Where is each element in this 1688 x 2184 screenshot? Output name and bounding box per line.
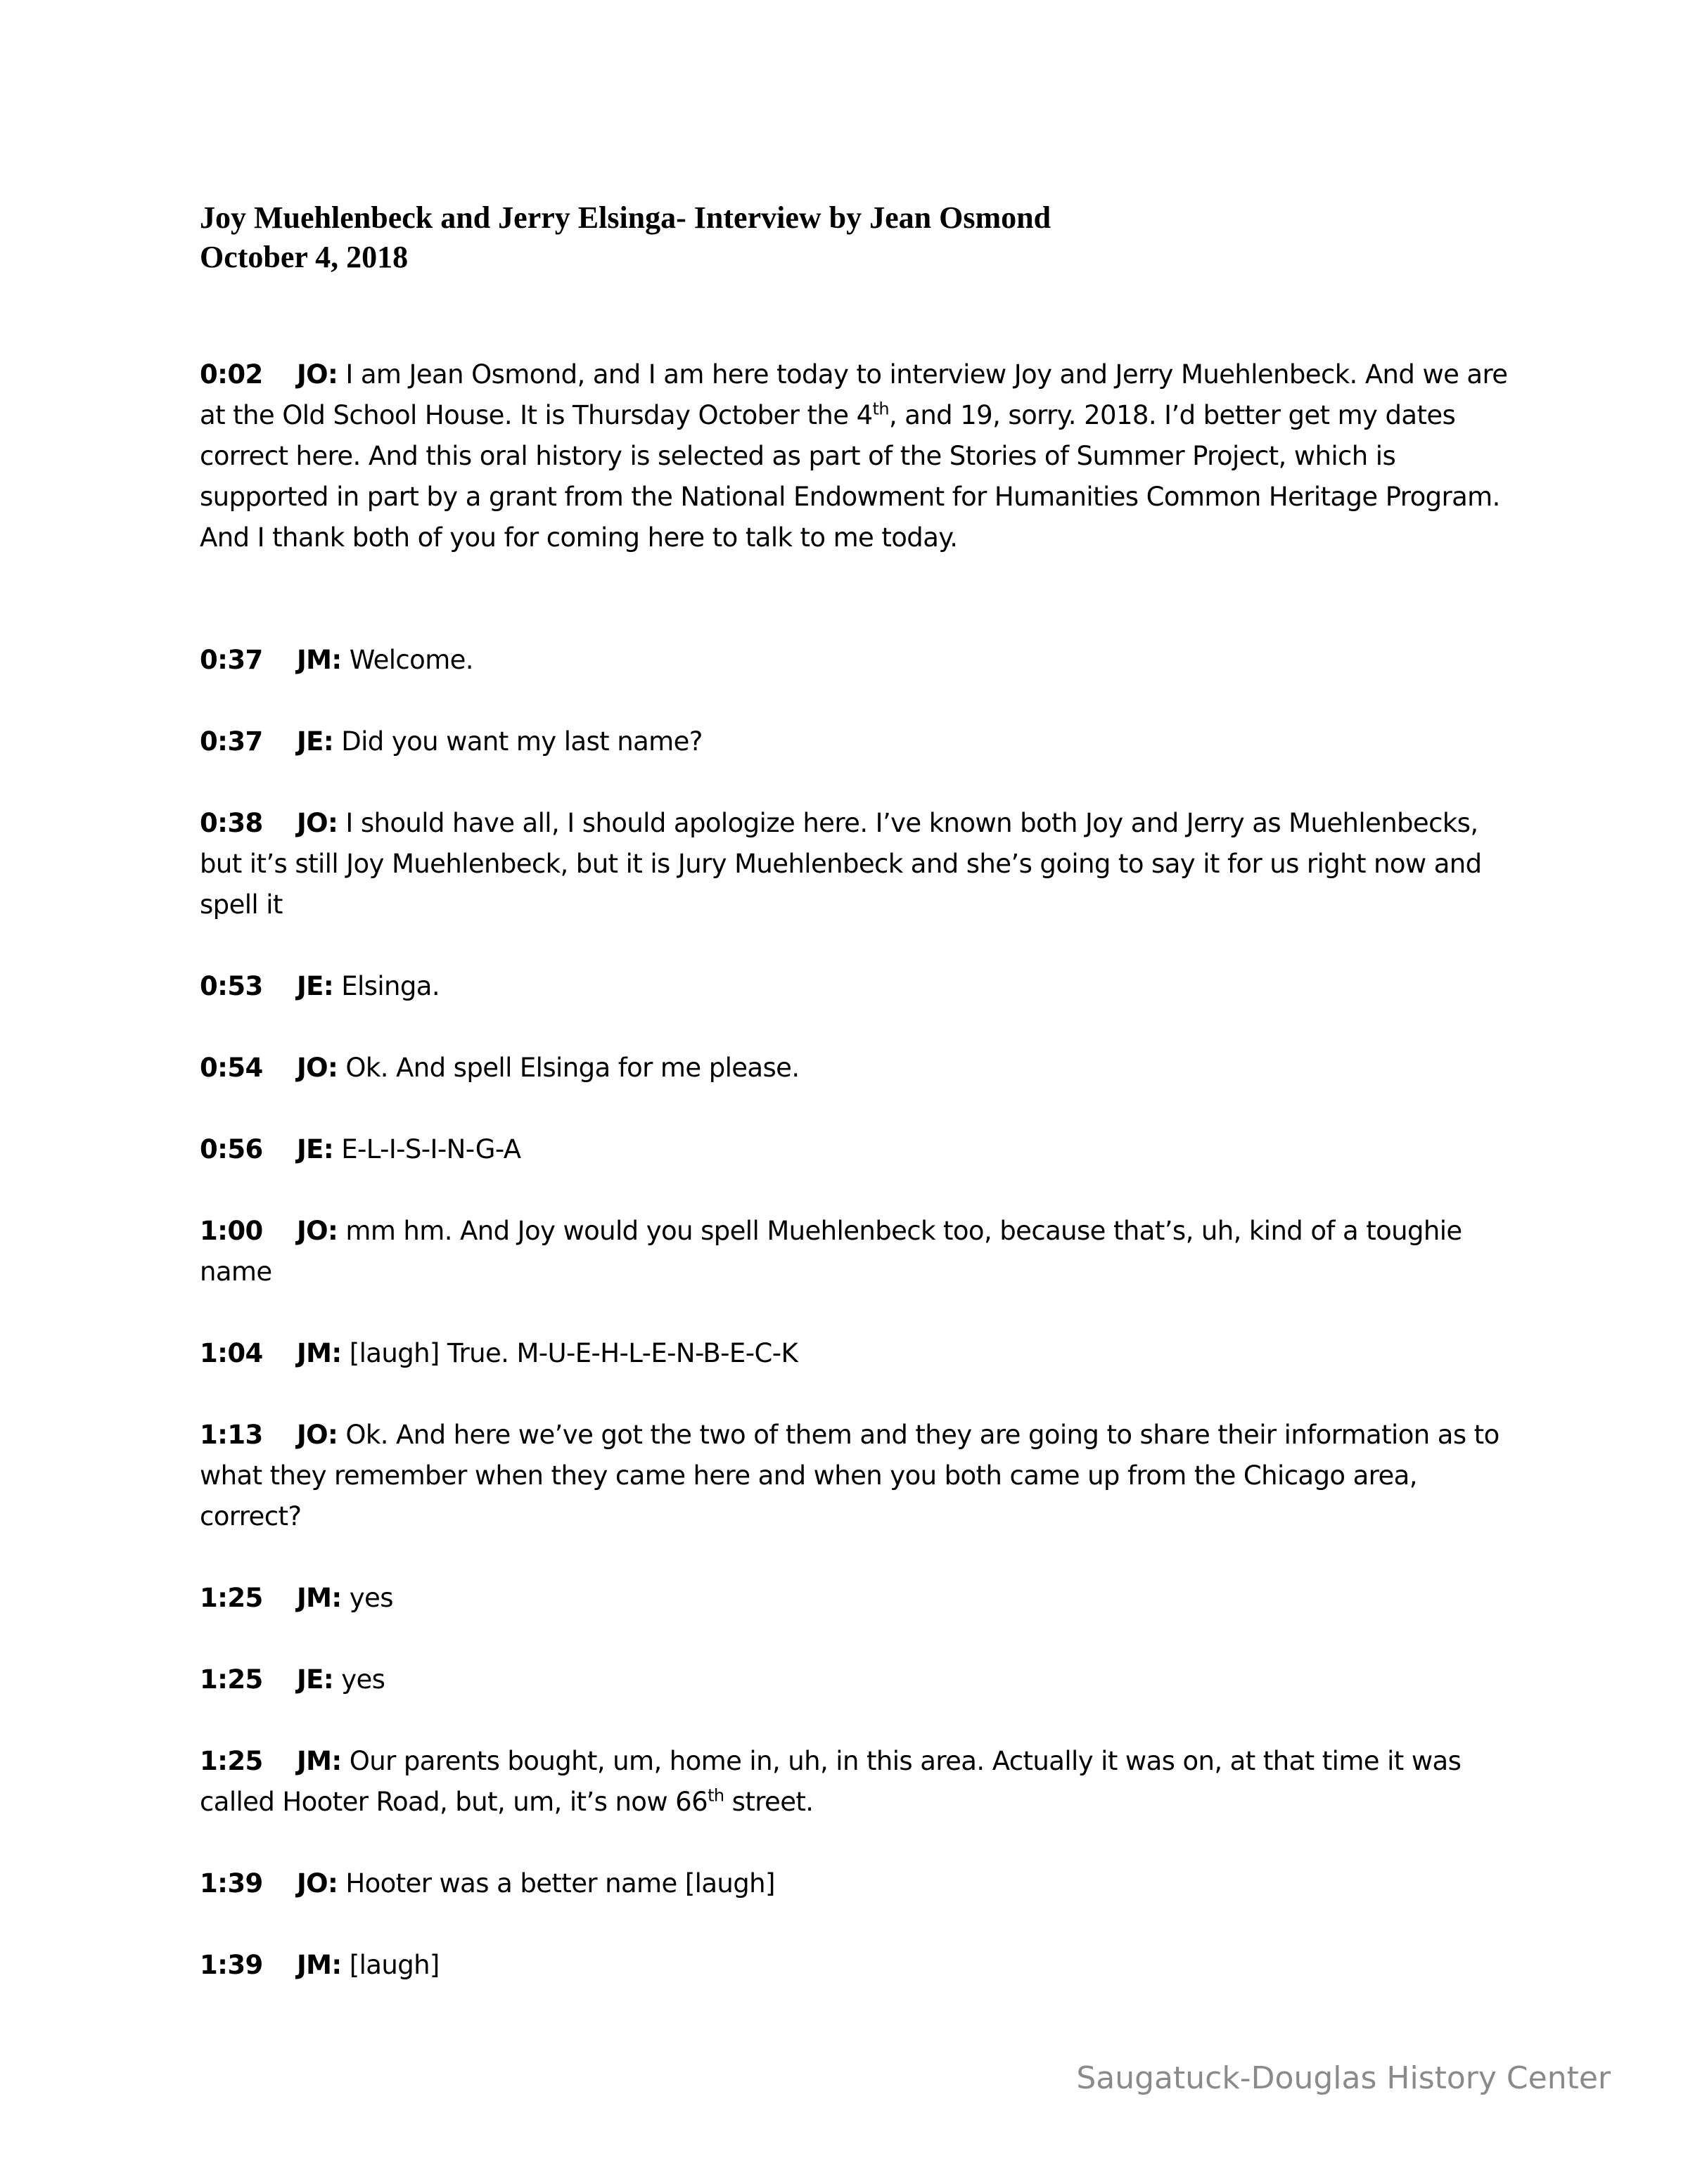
utterance-text: [laugh] True. M-U-E-H-L-E-N-B-E-C-K [341,1338,798,1368]
timestamp: 1:39 [200,1868,263,1899]
timestamp: 1:25 [200,1664,263,1695]
utterance-text: mm hm. And Joy would you spell Muehlenbeck too, because that’s, uh, kind of a toughie name [200,1216,1462,1287]
timestamp: 0:54 [200,1053,263,1083]
transcript-entry [200,1129,1522,1170]
transcript-entry [200,354,1522,558]
transcript-entry [200,1741,1522,1823]
speaker-label: JO: [297,359,338,390]
speaker-label: JE: [297,726,334,757]
timestamp: 1:04 [200,1338,263,1368]
timestamp: 0:56 [200,1134,263,1164]
speaker-label: JM: [297,1338,342,1368]
archive-watermark: Saugatuck-Douglas History Center [1076,2060,1611,2096]
speaker-label: JO: [297,1053,338,1083]
transcript-entry [200,1211,1522,1292]
timestamp: 0:38 [200,808,263,838]
speaker-label: JO: [297,1216,338,1246]
utterance-text: I should have all, I should apologize here. I’ve known both Joy and Jerry as Muehlenbecks, but it’s still Joy Muehlenbeck, but it is Jury Muehlenbeck and she’s going to say it for us right now and spell it [200,808,1482,920]
speaker-label: JM: [297,1950,342,1980]
transcript-entry [200,966,1522,1007]
transcript-entry [200,640,1522,681]
utterance-text: Ok. And here we’ve got the two of them and they are going to share their information as to what they remember when they came here and when you both came up from the Chicago area, correct? [200,1420,1500,1531]
utterance-text: Elsinga. [333,971,440,1001]
timestamp: 0:37 [200,645,263,675]
speaker-label: JM: [297,1746,342,1776]
utterance-text: Did you want my last name? [333,726,703,757]
timestamp: 1:25 [200,1746,263,1776]
title-line-1: Joy Muehlenbeck and Jerry Elsinga- Interview by Jean Osmond [200,200,1051,235]
transcript-entry [200,1415,1522,1537]
utterance-text: Our parents bought, um, home in, uh, in this area. Actually it was on, at that time it was called Hooter Road, but, um, it’s now 66 [200,1746,1462,1817]
title-line-2: October 4, 2018 [200,240,409,274]
speaker-label: JO: [297,808,338,838]
utterance-text: yes [333,1664,385,1695]
transcript-entry [200,1048,1522,1088]
speaker-label: JE: [297,1664,334,1695]
utterance-text: yes [341,1583,393,1613]
utterance-text-cont: , and 19, sorry. 2018. I’d better get my dates correct here. And this oral history is selected as part of the Stories of Summer Project, which is supported in part by a grant from the National Endowment for Humanities Common Heritage Program. And I thank both of you for coming here to talk to me today. [200,400,1500,553]
utterance-text: Welcome. [341,645,473,675]
utterance-text: [laugh] [341,1950,440,1980]
speaker-label: JE: [297,1134,334,1164]
timestamp: 1:25 [200,1583,263,1613]
ordinal-suffix: th [708,1785,724,1806]
document-title [200,198,1051,277]
speaker-label: JO: [297,1420,338,1450]
timestamp: 1:39 [200,1950,263,1980]
transcript-entry [200,1659,1522,1700]
transcript-entry [200,1863,1522,1904]
utterance-text: Ok. And spell Elsinga for me please. [338,1053,800,1083]
timestamp: 0:02 [200,359,263,390]
timestamp: 0:37 [200,726,263,757]
timestamp: 0:53 [200,971,263,1001]
transcript-entry [200,1578,1522,1619]
speaker-label: JO: [297,1868,338,1899]
timestamp: 1:00 [200,1216,263,1246]
ordinal-suffix: th [872,399,889,419]
speaker-label: JE: [297,971,334,1001]
transcript-entry [200,1333,1522,1374]
transcript-entry [200,721,1522,762]
transcript-entry [200,1945,1522,1986]
utterance-text: I am Jean Osmond, and I am here today to interview Joy and Jerry Muehlenbeck. And we are at the Old School House. It is Thursday October the 4 [200,359,1508,430]
transcript-entry [200,803,1522,925]
timestamp: 1:13 [200,1420,263,1450]
utterance-text: Hooter was a better name [laugh] [338,1868,775,1899]
speaker-label: JM: [297,1583,342,1613]
utterance-text: E-L-I-S-I-N-G-A [333,1134,521,1164]
speaker-label: JM: [297,645,342,675]
utterance-text-cont: street. [724,1787,814,1817]
